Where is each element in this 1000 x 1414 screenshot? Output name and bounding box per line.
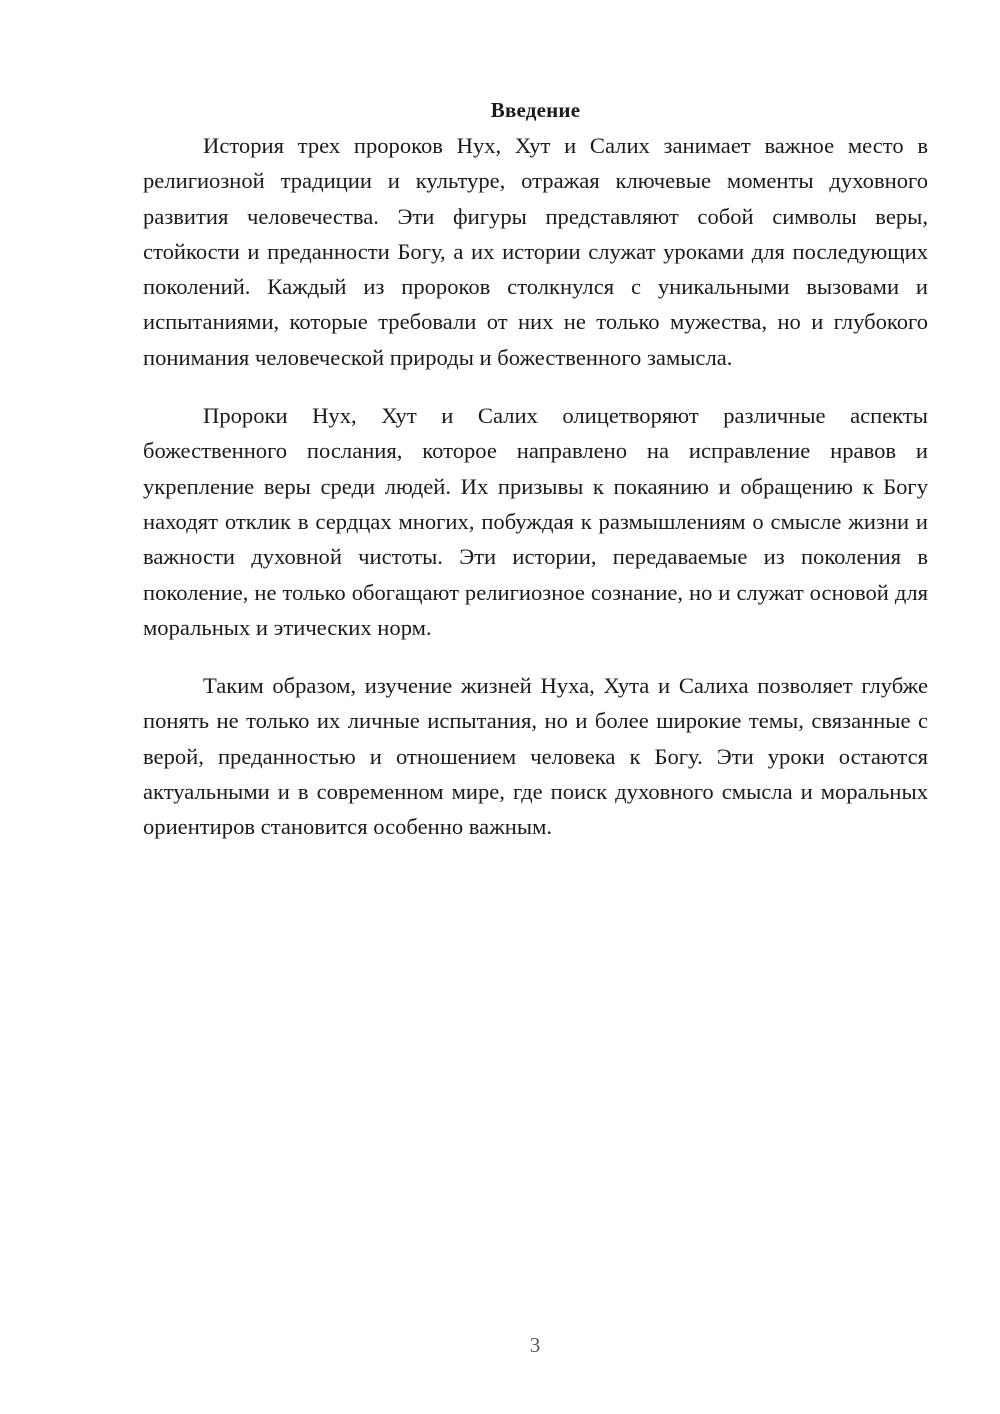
paragraph-3: Таким образом, изучение жизней Нуха, Хута и Салиха позволяет глубже понять не только их личные испытания, но и более широкие темы, связанные с верой, преданностью и отношением человека к Богу. Эти уроки остаются актуальными и в современном мире, где поиск духовного смысла и моральных ориентиров становится особенно важным. <box>143 673 928 840</box>
page-content <box>143 93 928 868</box>
paragraph-1: История трех пророков Нух, Хут и Салих занимает важное место в религиозной традиции и культуре, отражая ключевые моменты духовного развития человечества. Эти фигуры представляют собой символы веры, стойкости и преданности Богу, а их истории служат уроками для последующих поколений. Каждый из пророков столкнулся с уникальными вызовами и испытаниями, которые требовали от них не только мужества, но и глубокого понимания человеческой природы и божественного замысла. <box>143 133 928 370</box>
page-number: 3 <box>529 1333 541 1357</box>
section-title: Введение <box>490 98 581 122</box>
paragraph-2: Пророки Нух, Хут и Салих олицетворяют различные аспекты божественного послания, которое направлено на исправление нравов и укрепление веры среди людей. Их призывы к покаянию и обращению к Богу находят отклик в сердцах многих, побуждая к размышлениям о смысле жизни и важности духовной чистоты. Эти истории, передаваемые из поколения в поколение, не только обогащают религиозное сознание, но и служат основой для моральных и этических норм. <box>143 403 928 640</box>
